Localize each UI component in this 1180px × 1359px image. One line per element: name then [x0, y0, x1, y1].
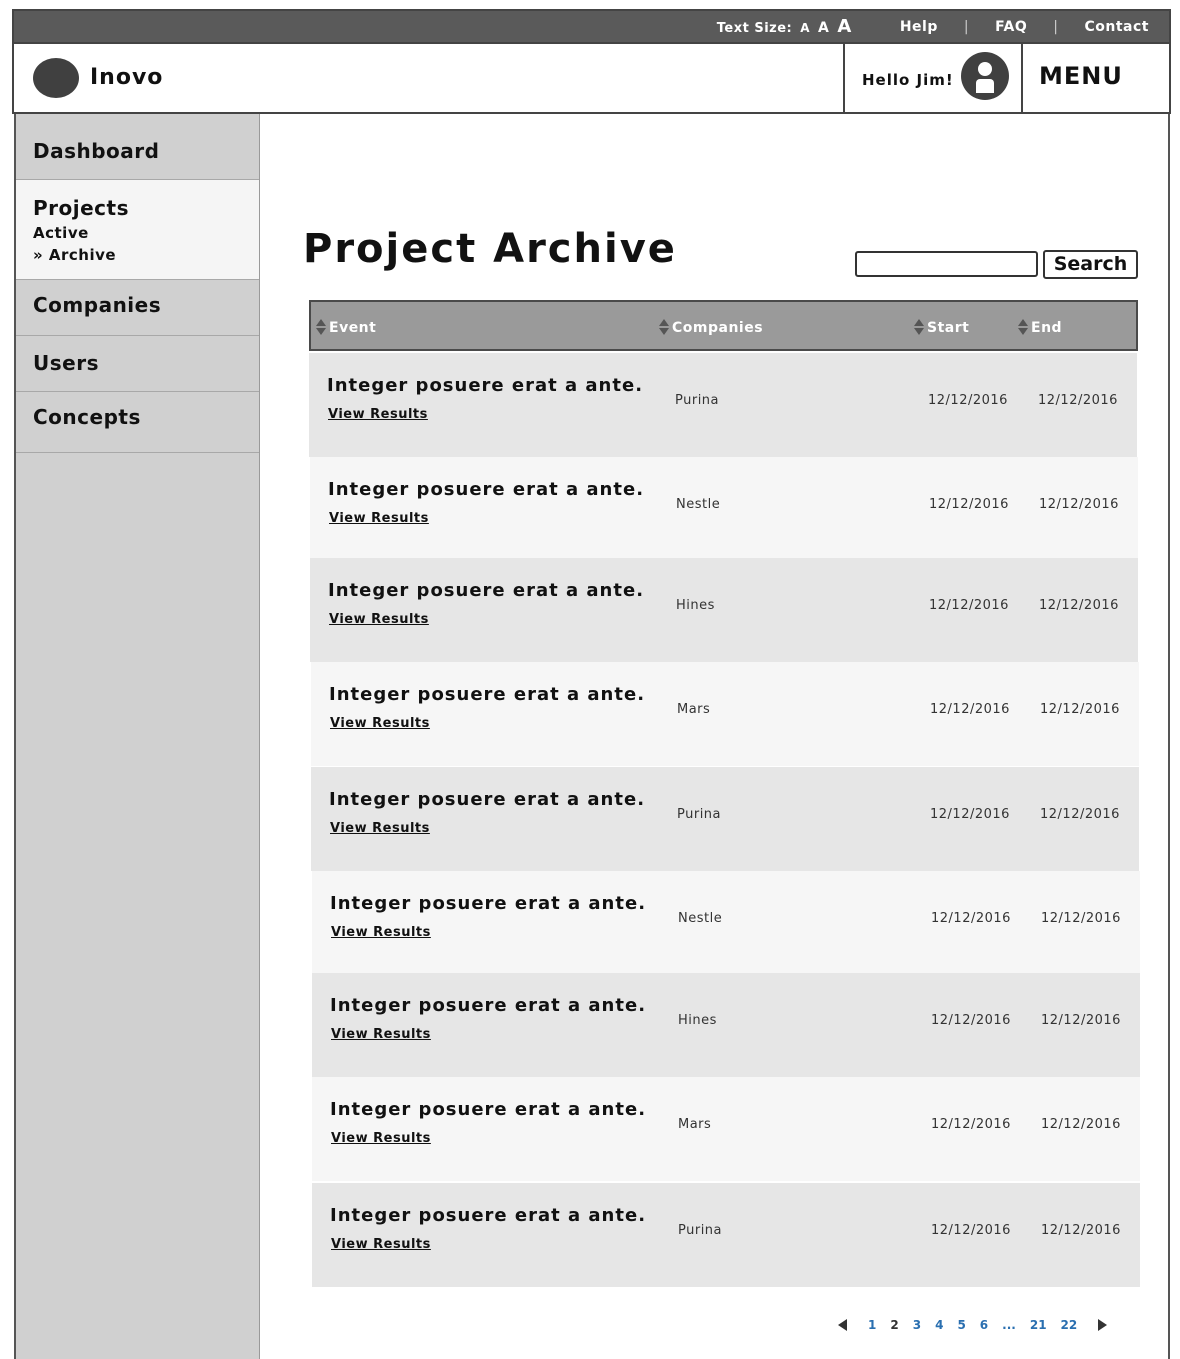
- greeting-text: Hello Jim!: [862, 71, 954, 89]
- column-header-label: End: [1031, 320, 1063, 336]
- page-link-4[interactable]: 4: [935, 1318, 944, 1332]
- company-cell: Purina: [677, 807, 722, 822]
- view-results-link[interactable]: View Results: [331, 1237, 431, 1252]
- end-date-cell: 12/12/2016: [1041, 911, 1121, 926]
- page-link-6[interactable]: 6: [979, 1318, 989, 1332]
- view-results-link[interactable]: View Results: [331, 1027, 431, 1042]
- sidebar-item-projects[interactable]: [16, 180, 259, 280]
- table-row: [311, 662, 1139, 766]
- sidebar-item-dashboard[interactable]: Dashboard: [16, 114, 259, 180]
- text-size-small-button[interactable]: A: [800, 21, 811, 35]
- text-size-label: Text Size:: [716, 21, 793, 36]
- end-date-cell: 12/12/2016: [1038, 393, 1118, 408]
- end-date-cell: 12/12/2016: [1041, 1117, 1121, 1132]
- page-link-22[interactable]: 22: [1060, 1318, 1078, 1332]
- column-header-event[interactable]: [316, 318, 376, 338]
- table-row: [312, 1077, 1140, 1181]
- column-header-label: Companies: [672, 320, 764, 336]
- company-cell: Purina: [675, 393, 720, 408]
- column-header-end[interactable]: [1018, 318, 1062, 338]
- sort-icon: [1018, 318, 1028, 338]
- company-cell: Purina: [678, 1223, 723, 1238]
- end-date-cell: 12/12/2016: [1041, 1013, 1121, 1028]
- end-date-cell: 12/12/2016: [1039, 598, 1119, 613]
- event-title: Integer posuere erat a ante.: [330, 1205, 647, 1226]
- view-results-link[interactable]: View Results: [330, 716, 430, 731]
- company-cell: Mars: [677, 702, 711, 717]
- sidebar-item-concepts[interactable]: Concepts: [16, 392, 259, 453]
- start-date-cell: 12/12/2016: [929, 497, 1009, 512]
- start-date-cell: 12/12/2016: [928, 393, 1008, 408]
- table-row: [312, 871, 1140, 975]
- table-row: [311, 767, 1139, 871]
- contact-link[interactable]: Contact: [1084, 18, 1149, 35]
- table-row: [312, 973, 1140, 1077]
- help-link[interactable]: Help: [899, 18, 938, 35]
- company-cell: Hines: [676, 598, 715, 613]
- column-header-label: Start: [927, 320, 970, 336]
- divider: |: [963, 18, 970, 35]
- event-title: Integer posuere erat a ante.: [328, 479, 645, 500]
- column-header-label: Event: [329, 320, 377, 336]
- company-cell: Nestle: [676, 497, 721, 512]
- pagination: [838, 1316, 1107, 1334]
- page-ellipsis: ...: [1002, 1318, 1016, 1332]
- start-date-cell: 12/12/2016: [931, 911, 1011, 926]
- sidebar-subitem-archive[interactable]: » Archive: [33, 246, 117, 264]
- search-button[interactable]: Search: [1043, 250, 1138, 279]
- event-title: Integer posuere erat a ante.: [327, 375, 644, 396]
- sidebar-nav: [14, 114, 260, 1359]
- event-title: Integer posuere erat a ante.: [328, 580, 645, 601]
- divider: |: [1053, 18, 1059, 35]
- user-greeting-panel: [843, 44, 1023, 112]
- event-title: Integer posuere erat a ante.: [330, 995, 647, 1016]
- view-results-link[interactable]: View Results: [331, 925, 431, 940]
- column-header-start[interactable]: [914, 318, 969, 338]
- sort-icon: [914, 318, 924, 338]
- end-date-cell: 12/12/2016: [1040, 807, 1120, 822]
- start-date-cell: 12/12/2016: [931, 1117, 1011, 1132]
- page-link-21[interactable]: 21: [1029, 1318, 1047, 1332]
- end-date-cell: 12/12/2016: [1041, 1223, 1121, 1238]
- start-date-cell: 12/12/2016: [929, 598, 1009, 613]
- content-border: [1168, 114, 1170, 1359]
- site-header: [12, 44, 1171, 114]
- sidebar-item-users[interactable]: Users: [16, 336, 259, 392]
- event-title: Integer posuere erat a ante.: [330, 1099, 647, 1120]
- table-row: [312, 1183, 1140, 1287]
- next-page-icon[interactable]: [1098, 1319, 1107, 1331]
- table-header: [309, 300, 1138, 351]
- view-results-link[interactable]: View Results: [331, 1131, 431, 1146]
- view-results-link[interactable]: View Results: [328, 407, 428, 422]
- view-results-link[interactable]: View Results: [330, 821, 430, 836]
- page-link-2[interactable]: 2: [890, 1318, 899, 1332]
- sidebar-item-label: Projects: [33, 196, 130, 220]
- avatar-body: [976, 79, 994, 93]
- logo-icon[interactable]: [33, 58, 79, 98]
- table-row: [310, 457, 1138, 561]
- end-date-cell: 12/12/2016: [1040, 702, 1120, 717]
- company-cell: Nestle: [678, 911, 723, 926]
- event-title: Integer posuere erat a ante.: [330, 893, 647, 914]
- event-title: Integer posuere erat a ante.: [329, 684, 646, 705]
- event-title: Integer posuere erat a ante.: [329, 789, 646, 810]
- start-date-cell: 12/12/2016: [930, 702, 1010, 717]
- text-size-medium-button[interactable]: A: [818, 20, 830, 36]
- start-date-cell: 12/12/2016: [931, 1223, 1011, 1238]
- user-avatar-icon[interactable]: [961, 52, 1009, 100]
- text-size-control: [717, 16, 860, 37]
- text-size-large-button[interactable]: A: [837, 16, 852, 37]
- menu-button[interactable]: MENU: [1039, 62, 1123, 90]
- sort-icon: [316, 318, 326, 338]
- utility-bar: [12, 9, 1171, 44]
- brand-name[interactable]: Inovo: [90, 65, 164, 90]
- table-row: [309, 353, 1137, 457]
- column-header-companies[interactable]: [659, 318, 763, 338]
- avatar-head: [978, 62, 992, 76]
- table-row: [310, 558, 1138, 662]
- start-date-cell: 12/12/2016: [931, 1013, 1011, 1028]
- company-cell: Hines: [678, 1013, 717, 1028]
- sidebar-subitem-active[interactable]: Active: [33, 224, 89, 242]
- prev-page-icon[interactable]: [838, 1319, 847, 1331]
- company-cell: Mars: [678, 1117, 712, 1132]
- page-link-1[interactable]: 1: [868, 1318, 877, 1332]
- page-title: Project Archive: [303, 226, 677, 272]
- page-link-5[interactable]: 5: [957, 1318, 966, 1332]
- page-link-3[interactable]: 3: [912, 1318, 922, 1332]
- end-date-cell: 12/12/2016: [1039, 497, 1119, 512]
- search-input[interactable]: [855, 251, 1038, 277]
- view-results-link[interactable]: View Results: [329, 511, 429, 526]
- sort-icon: [659, 318, 669, 338]
- sidebar-item-companies[interactable]: Companies: [16, 280, 259, 336]
- start-date-cell: 12/12/2016: [930, 807, 1010, 822]
- faq-link[interactable]: FAQ: [995, 18, 1028, 35]
- view-results-link[interactable]: View Results: [329, 612, 429, 627]
